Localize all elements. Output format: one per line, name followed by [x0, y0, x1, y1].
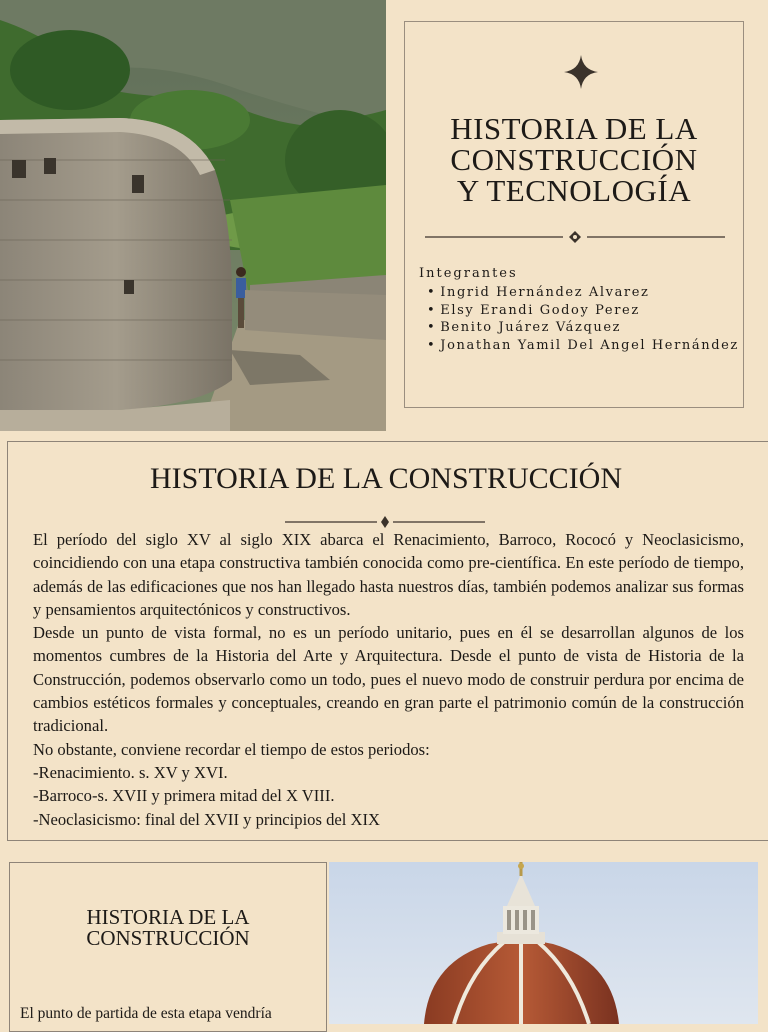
members-label: Integrantes: [419, 266, 518, 281]
bottom-text: El punto de partida de esta etapa vendría: [20, 1005, 272, 1022]
section-title: HISTORIA DE LA CONSTRUCCIÓN: [150, 462, 622, 495]
members-list: [427, 284, 739, 354]
title-card: [404, 21, 744, 408]
bottom-title: [10, 907, 326, 949]
list-item: • Elsy Erandi Godoy Perez: [427, 302, 739, 320]
main-title-line: CONSTRUCCIÓN: [450, 142, 698, 177]
main-title-line: Y TECNOLOGÍA: [456, 173, 692, 208]
paragraph: -Barroco-s. XVII y primera mitad del X VIII.: [33, 786, 335, 806]
ornament-divider: [425, 230, 725, 244]
paragraph: No obstante, conviene recordar el tiempo de estos periodos:: [33, 739, 430, 759]
section-body: [33, 528, 744, 831]
list-item: • Jonathan Yamil Del Angel Hernández: [427, 337, 739, 355]
main-title-line: HISTORIA DE LA: [450, 111, 698, 146]
sparkle-icon: [564, 55, 598, 89]
ornament-divider: [285, 516, 485, 528]
bottom-title-line: CONSTRUCCIÓN: [86, 926, 250, 950]
inca-ruins-photo: [0, 0, 386, 431]
cathedral-dome-photo: [329, 862, 758, 1024]
list-item: • Ingrid Hernández Alvarez: [427, 284, 739, 302]
main-title: [405, 113, 743, 206]
paragraph: El período del siglo XV al siglo XIX abarca el Renacimiento, Barroco, Rococó y Neoclasicismo, coincidiendo con una etapa constructiva también conocida como pre-científica. En este período de tiempo, además de las edificaciones que nos han llegado hasta nuestros días, también podemos analizar sus formas y pensamientos arquitectónicos y constructivos.: [33, 530, 744, 619]
bottom-title-line: HISTORIA DE LA: [86, 905, 250, 929]
paragraph: -Neoclasicismo: final del XVII y principios del XIX: [33, 809, 380, 829]
paragraph: Desde un punto de vista formal, no es un período unitario, pues en él se desarrollan algunos de los momentos cumbres de la Historia del Arte y Arquitectura. Desde el punto de vista de Historia de la Construcción, podemos observarlo como un todo, pues el nuevo modo de construir perdura por encima de cambios estéticos formales y conceptuales, creando en gran parte el patrimonio común de la construcción tradicional.: [33, 623, 744, 736]
history-section: [7, 441, 768, 841]
paragraph: -Renacimiento. s. XV y XVI.: [33, 762, 228, 782]
list-item: • Benito Juárez Vázquez: [427, 319, 739, 337]
bottom-card: [9, 862, 327, 1032]
